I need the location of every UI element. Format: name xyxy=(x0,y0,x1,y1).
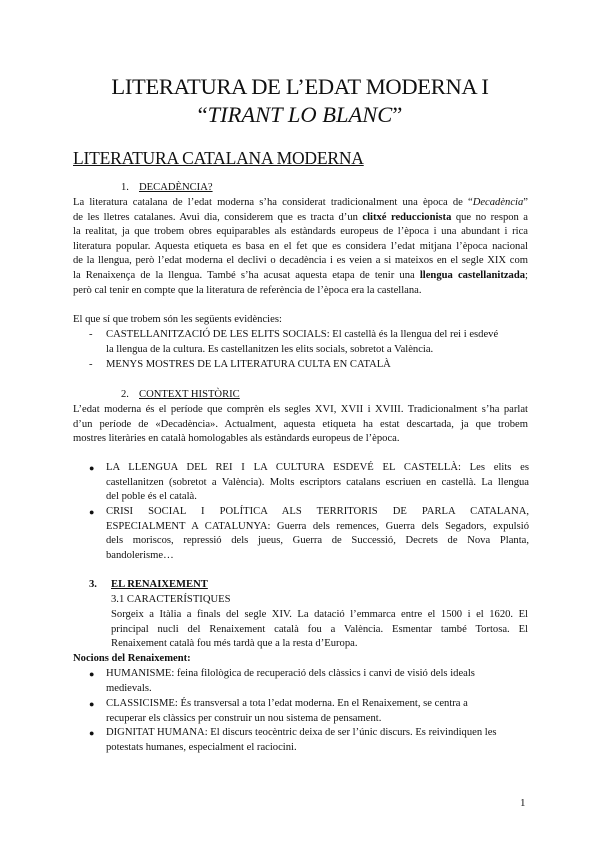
list-item-line: MENYS MOSTRES DE LA LITERATURA CULTA EN CATALÀ xyxy=(106,359,391,370)
list-item xyxy=(89,697,529,727)
s1-line-5: de la llengua, però l’edat moderna el declivi o decadència i es veien a si mateixos en el segle XIX com xyxy=(73,255,528,267)
bullet-icon: ● xyxy=(89,507,95,517)
document-subtitle xyxy=(0,102,600,128)
s3-line-1: Sorgeix a Itàlia a finals del segle XIV. La datació l’emmarca entre el 1500 i el 1620. El xyxy=(111,609,528,620)
list-item xyxy=(89,358,529,373)
list-item xyxy=(89,726,529,756)
s2-line-1: L’edat moderna és el període que comprèn els segles XVI, XVII i XVIII. Tradicionalment s’ha parlat xyxy=(73,404,528,415)
list-item-line: CLASSICISME: És transversal a tota l’edat moderna. En el Renaixement, se centra a xyxy=(106,698,468,709)
list-item xyxy=(89,461,529,505)
list-item-line: castellanitzen (sobretot a València). Molts escriptors catalans escriuen en castellà. La llengua xyxy=(106,476,529,488)
list-item-line: ESPECIALMENT A CATALUNYA: Guerra dels remences, Guerra dels Segadors, expulsió xyxy=(106,520,529,532)
list-item xyxy=(89,667,529,697)
s1-number: 1. xyxy=(121,182,129,193)
list-item-line: DIGNITAT HUMANA: El discurs teocèntric deixa de ser l’únic discurs. Es reivindiquen les xyxy=(106,727,497,738)
list-item xyxy=(89,328,529,358)
bullet-icon: ● xyxy=(89,699,95,709)
s1-line-6: la Renaixença de la llengua. També s’ha acusat aquesta etapa de tenir una llengua castellanitzada; xyxy=(73,269,528,281)
s1-heading: DECADÈNCIA? xyxy=(139,182,213,193)
s1-paragraph xyxy=(73,196,528,298)
list-item-line: bandolerisme… xyxy=(106,549,174,561)
list-item-line: medievals. xyxy=(106,682,152,694)
s2-number: 2. xyxy=(121,389,129,400)
list-item-line: CASTELLANITZACIÓ DE LES ELITS SOCIALS: El castellà és la llengua del rei i esdevé xyxy=(106,329,499,340)
list-item-line: CRISI SOCIAL I POLÍTICA ALS TERRITORIS DE PARLA CATALANA, xyxy=(106,506,529,517)
s3-line-2: principal nucli del Renaixement català fou a València. Esmentar també Tortosa. El xyxy=(111,623,528,635)
dash-marker: - xyxy=(89,359,93,370)
s1-line-7: però cal tenir en compte que la literatura de referència de l’època era la castellana. xyxy=(73,284,422,296)
bullet-icon: ● xyxy=(89,463,95,473)
s2-heading: CONTEXT HISTÒRIC xyxy=(139,389,240,400)
s1-line-4: literatura popular. Aquesta etiqueta es basa en el fet que es considera l’edat mitjana l’època nacional xyxy=(73,240,528,252)
s3-paragraph xyxy=(111,608,528,652)
s3-number: 3. xyxy=(89,579,97,590)
list-item-line: recuperar els clàssics per construir un nou sistema de pensament. xyxy=(106,712,382,724)
bullet-icon: ● xyxy=(89,728,95,738)
s1-line-1: La literatura catalana de l’edat moderna s’ha considerat tradicionalment una època de “Decadència” xyxy=(73,197,528,208)
page-number: 1 xyxy=(520,797,526,809)
s2-paragraph xyxy=(73,403,528,447)
list-item-line: HUMANISME: feina filològica de recuperació dels clàssics i canvi de visió dels ideals xyxy=(106,668,475,679)
list-item-line: potestats humanes, especialment el raciocini. xyxy=(106,741,297,753)
list-item-line: la llengua de la cultura. Es castellanitzen les elits socials, sobretot a València. xyxy=(106,343,434,355)
section-heading: LITERATURA CATALANA MODERNA xyxy=(73,148,364,168)
s3-heading: EL RENAIXEMENT xyxy=(111,579,208,590)
s1-line-3: la realitat, ja que trobem obres equiparables als estàndards europeus de l’època i una abundant i rica xyxy=(73,226,528,238)
subtitle-work-name: TIRANT LO BLANC xyxy=(207,102,393,127)
s3-line-3: Renaixement català fou més tardà que a la resta d’Europa. xyxy=(111,638,358,650)
s1-evidence-intro: El que sí que trobem són les següents evidències: xyxy=(73,314,282,325)
subtitle-close-quote: ” xyxy=(392,102,403,127)
s3-notions-heading: Nocions del Renaixement: xyxy=(73,653,191,664)
list-item-line: LA LLENGUA DEL REI I LA CULTURA ESDEVÉ EL CASTELLÀ: Les elits es xyxy=(106,462,529,473)
s1-line-2: de les lletres catalanes. Avui dia, considerem que es tracta d’un clitxé reduccionista que no respon a xyxy=(73,211,529,223)
list-item xyxy=(89,505,529,564)
dash-marker: - xyxy=(89,329,93,340)
list-item-line: del poble és el català. xyxy=(106,491,197,503)
s2-line-2: d’un període de «Decadència». Actualment, aquesta etiqueta ha estat descartada, ja que trobem xyxy=(73,418,528,430)
s3-subheading: 3.1 CARACTERÍSTIQUES xyxy=(111,594,231,605)
list-item-line: dels moriscos, repressió dels jueus, Guerra de Successió, Decrets de Nova Planta, xyxy=(106,535,529,547)
s2-line-3: mostres literàries en català homologables als estàndards europeus de l’època. xyxy=(73,433,400,445)
subtitle-open-quote: “ xyxy=(197,102,208,127)
document-title: LITERATURA DE L’EDAT MODERNA I xyxy=(111,74,489,99)
bullet-icon: ● xyxy=(89,669,95,679)
